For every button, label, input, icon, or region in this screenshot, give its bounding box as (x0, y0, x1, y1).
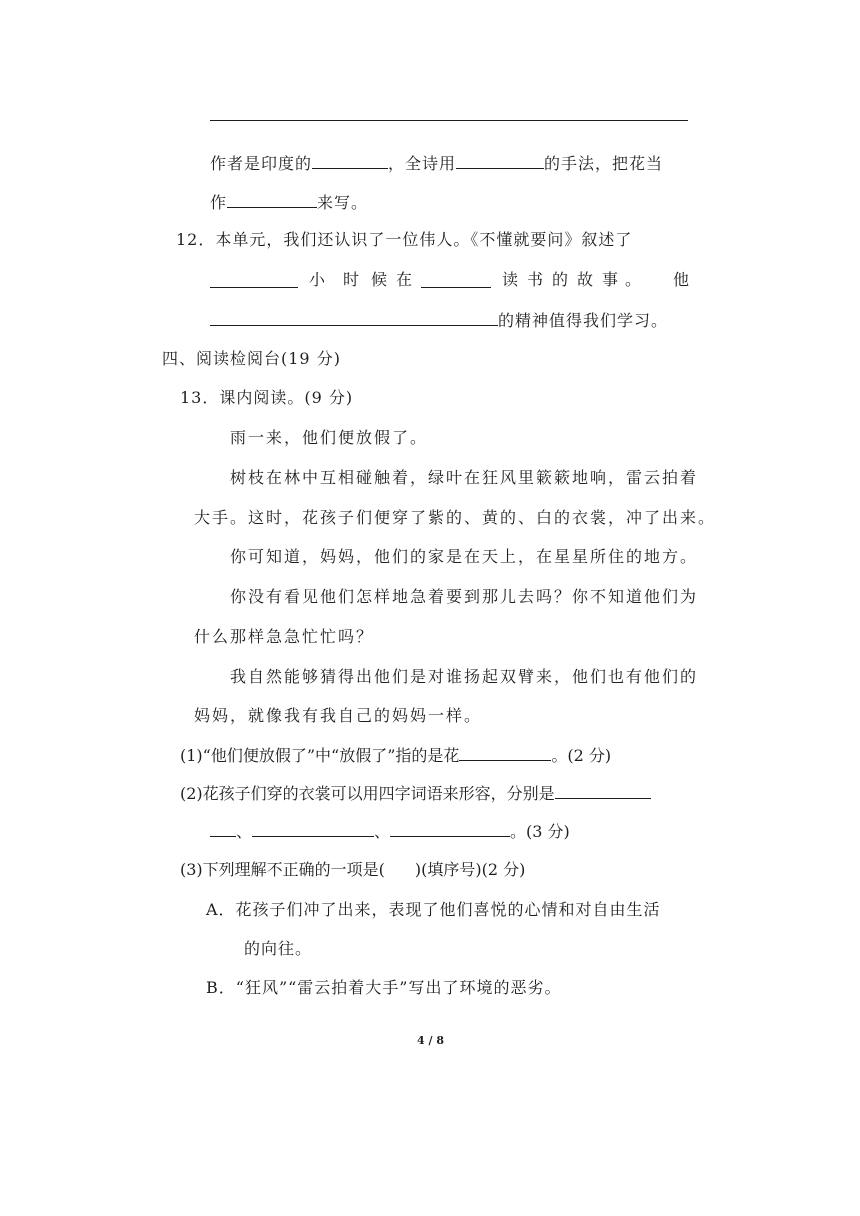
q11-text-as: 作 (210, 193, 228, 212)
q11-text-author: 作者是印度的 (210, 154, 313, 173)
subquestion-1 (180, 744, 611, 766)
q11-line1 (210, 152, 663, 174)
separator: 、 (236, 822, 253, 841)
blank-place (421, 271, 491, 288)
subquestion-3-stem: (3)下列理解不正确的一项是( (180, 860, 385, 879)
subquestion-2-stem: (2)花孩子们穿的衣裳可以用四字词语来形容，分别是 (180, 784, 555, 803)
subquestion-2-score: 。(3 分) (510, 822, 570, 841)
q12-line3 (210, 309, 668, 331)
passage-line: 妈妈，就像我有我自己的妈妈一样。 (194, 706, 483, 725)
subquestion-2-line2 (210, 820, 570, 842)
blank-answer-1 (459, 744, 551, 761)
q12-char: 事 (602, 270, 619, 289)
passage-line: 雨一来，他们便放假了。 (230, 428, 429, 447)
section-title: 四、阅读检阅台(19 分) (162, 349, 341, 368)
subquestion-2-line1 (180, 782, 651, 804)
q12-char: 。 (625, 270, 642, 289)
question-title: 13．课内阅读。(9 分) (180, 388, 354, 407)
q12-line1: 12．本单元，我们还认识了一位伟人。《不懂就要问》叙述了 (176, 230, 633, 249)
q12-char: 候 (371, 270, 388, 289)
q12-char: 读 (502, 270, 519, 289)
q11-text-poem: ，全诗用 (388, 154, 457, 173)
blank-technique (456, 152, 544, 169)
passage-line: 你可知道，妈妈，他们的家是在天上，在星星所住的地方。 (230, 547, 699, 566)
passage-line: 树枝在林中互相碰触着，绿叶在狂风里簌簌地响，雷云拍着 (230, 468, 699, 487)
blank-spirit (210, 309, 498, 326)
blank-word-1a (555, 782, 651, 799)
option-a: A．花孩子们冲了出来，表现了他们喜悦的心情和对自由生活 (206, 900, 661, 919)
q12-char: 他 (673, 270, 690, 289)
q12-char: 的 (552, 270, 569, 289)
q11-text-write: 来写。 (317, 193, 369, 212)
blank-word-1b (210, 820, 236, 837)
q12-char: 故 (577, 270, 594, 289)
q12-char: 时 (343, 270, 360, 289)
blank-metaphor (227, 191, 317, 208)
passage-line: 你没有看见他们怎样地急着要到那儿去吗？你不知道他们为 (230, 587, 699, 606)
blank-person (210, 271, 298, 288)
blank-nationality (312, 152, 388, 169)
q12-char: 小 (309, 270, 326, 289)
subquestion-3 (180, 859, 525, 881)
q11-text-flower: 的手法，把花当 (544, 154, 664, 173)
subquestion-1-stem: (1)“他们便放假了”中“放假了”指的是花 (180, 746, 460, 765)
q12-char: 书 (527, 270, 544, 289)
q12-char: 在 (396, 270, 413, 289)
q12-line2 (210, 269, 688, 291)
option-b: B．“狂风”“雷云拍着大手”写出了环境的恶劣。 (206, 978, 562, 997)
passage-line: 我自然能够猜得出他们是对谁扬起双臂来，他们也有他们的 (230, 667, 699, 686)
blank-word-2 (252, 820, 374, 837)
option-a-cont: 的向往。 (244, 939, 313, 958)
passage-line: 什么那样急急忙忙吗？ (194, 627, 375, 646)
answer-line (210, 120, 688, 121)
page-number: 4 / 8 (417, 1034, 444, 1047)
passage-line: 大手。这时，花孩子们便穿了紫的、黄的、白的衣裳，冲了出来。 (194, 508, 717, 527)
subquestion-3-score: )(填序号)(2 分) (414, 860, 526, 879)
separator: 、 (374, 822, 391, 841)
q11-line2 (210, 191, 368, 213)
subquestion-1-score: 。(2 分) (551, 746, 612, 765)
q12-text-spirit: 的精神值得我们学习。 (498, 311, 669, 330)
blank-word-3 (390, 820, 510, 837)
